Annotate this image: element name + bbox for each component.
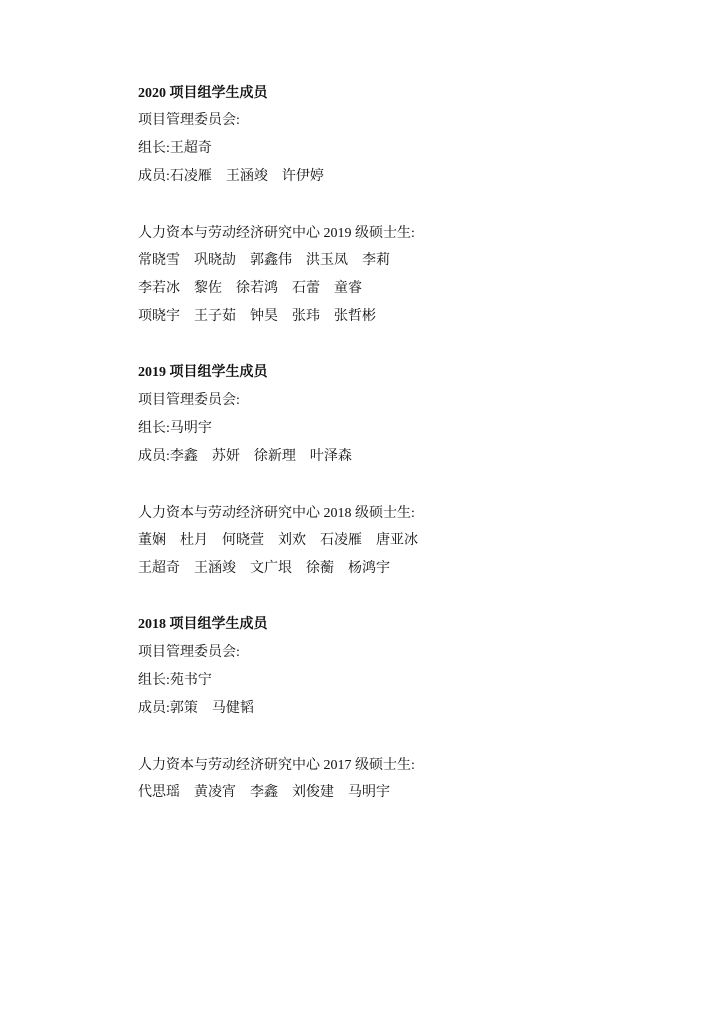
cohort-row (138, 280, 376, 298)
student-name: 石蕾 (292, 281, 320, 296)
student-name: 徐蘅 (306, 561, 334, 576)
leader-label: 组长: (138, 421, 170, 436)
student-name: 项晓宇 (138, 309, 180, 324)
student-name: 杜月 (180, 533, 208, 548)
member-name: 郭策 (169, 701, 198, 716)
student-name: 马明宇 (348, 785, 390, 800)
cohort-label: 人力资本与劳动经济研究中心 2017 级硕士生: (138, 758, 415, 773)
student-name: 李鑫 (250, 785, 278, 800)
members-label: 成员: (138, 169, 170, 184)
member-name: 马健韬 (211, 701, 254, 716)
student-name: 石凌雁 (320, 533, 362, 548)
student-name: 李若冰 (138, 281, 180, 296)
student-name: 王超奇 (138, 561, 180, 576)
leader-label: 组长: (138, 673, 170, 688)
members-line (138, 448, 366, 466)
cohort-row (138, 532, 432, 550)
member-name: 李鑫 (169, 449, 198, 464)
student-name: 唐亚冰 (376, 533, 418, 548)
leader-name: 苑书宁 (169, 673, 212, 688)
student-name: 刘俊建 (292, 785, 334, 800)
student-name: 郭鑫伟 (250, 253, 292, 268)
member-name: 徐新理 (253, 449, 296, 464)
student-name: 黎佐 (194, 281, 222, 296)
members-label: 成员: (138, 449, 170, 464)
member-name: 石凌雁 (169, 169, 212, 184)
student-name: 李莉 (362, 253, 390, 268)
student-name: 钟昊 (250, 309, 278, 324)
member-name: 王涵竣 (225, 169, 268, 184)
section-title: 2018 项目组学生成员 (138, 617, 268, 632)
members-label: 成员: (138, 701, 170, 716)
members-line (138, 700, 268, 718)
student-name: 童睿 (334, 281, 362, 296)
member-name: 叶泽森 (309, 449, 352, 464)
student-name: 徐若鸿 (236, 281, 278, 296)
leader-name: 王超奇 (169, 141, 212, 156)
student-name: 代思瑶 (138, 785, 180, 800)
leader-line (138, 140, 212, 158)
section-title: 2019 项目组学生成员 (138, 365, 268, 380)
leader-line (138, 420, 212, 438)
cohort-row (138, 560, 404, 578)
cohort-row (138, 252, 404, 270)
leader-name: 马明宇 (169, 421, 212, 436)
leader-line (138, 672, 212, 690)
student-name: 黄凌宵 (194, 785, 236, 800)
committee-label: 项目管理委员会: (138, 113, 240, 128)
leader-label: 组长: (138, 141, 170, 156)
cohort-label: 人力资本与劳动经济研究中心 2019 级硕士生: (138, 226, 415, 241)
student-name: 文广垠 (250, 561, 292, 576)
member-name: 许伊婷 (281, 169, 324, 184)
student-name: 张玮 (292, 309, 320, 324)
student-name: 刘欢 (278, 533, 306, 548)
student-name: 王子茹 (194, 309, 236, 324)
cohort-label: 人力资本与劳动经济研究中心 2018 级硕士生: (138, 506, 415, 521)
cohort-row (138, 308, 390, 326)
committee-label: 项目管理委员会: (138, 393, 240, 408)
student-name: 张哲彬 (334, 309, 376, 324)
student-name: 杨鸿宇 (348, 561, 390, 576)
members-line (138, 168, 338, 186)
student-name: 王涵竣 (194, 561, 236, 576)
section-title: 2020 项目组学生成员 (138, 86, 268, 101)
committee-label: 项目管理委员会: (138, 645, 240, 660)
member-name: 苏妍 (211, 449, 240, 464)
student-name: 洪玉凤 (306, 253, 348, 268)
student-name: 常晓雪 (138, 253, 180, 268)
student-name: 董娴 (138, 533, 166, 548)
student-name: 巩晓劼 (194, 253, 236, 268)
cohort-row (138, 784, 404, 802)
student-name: 何晓萱 (222, 533, 264, 548)
